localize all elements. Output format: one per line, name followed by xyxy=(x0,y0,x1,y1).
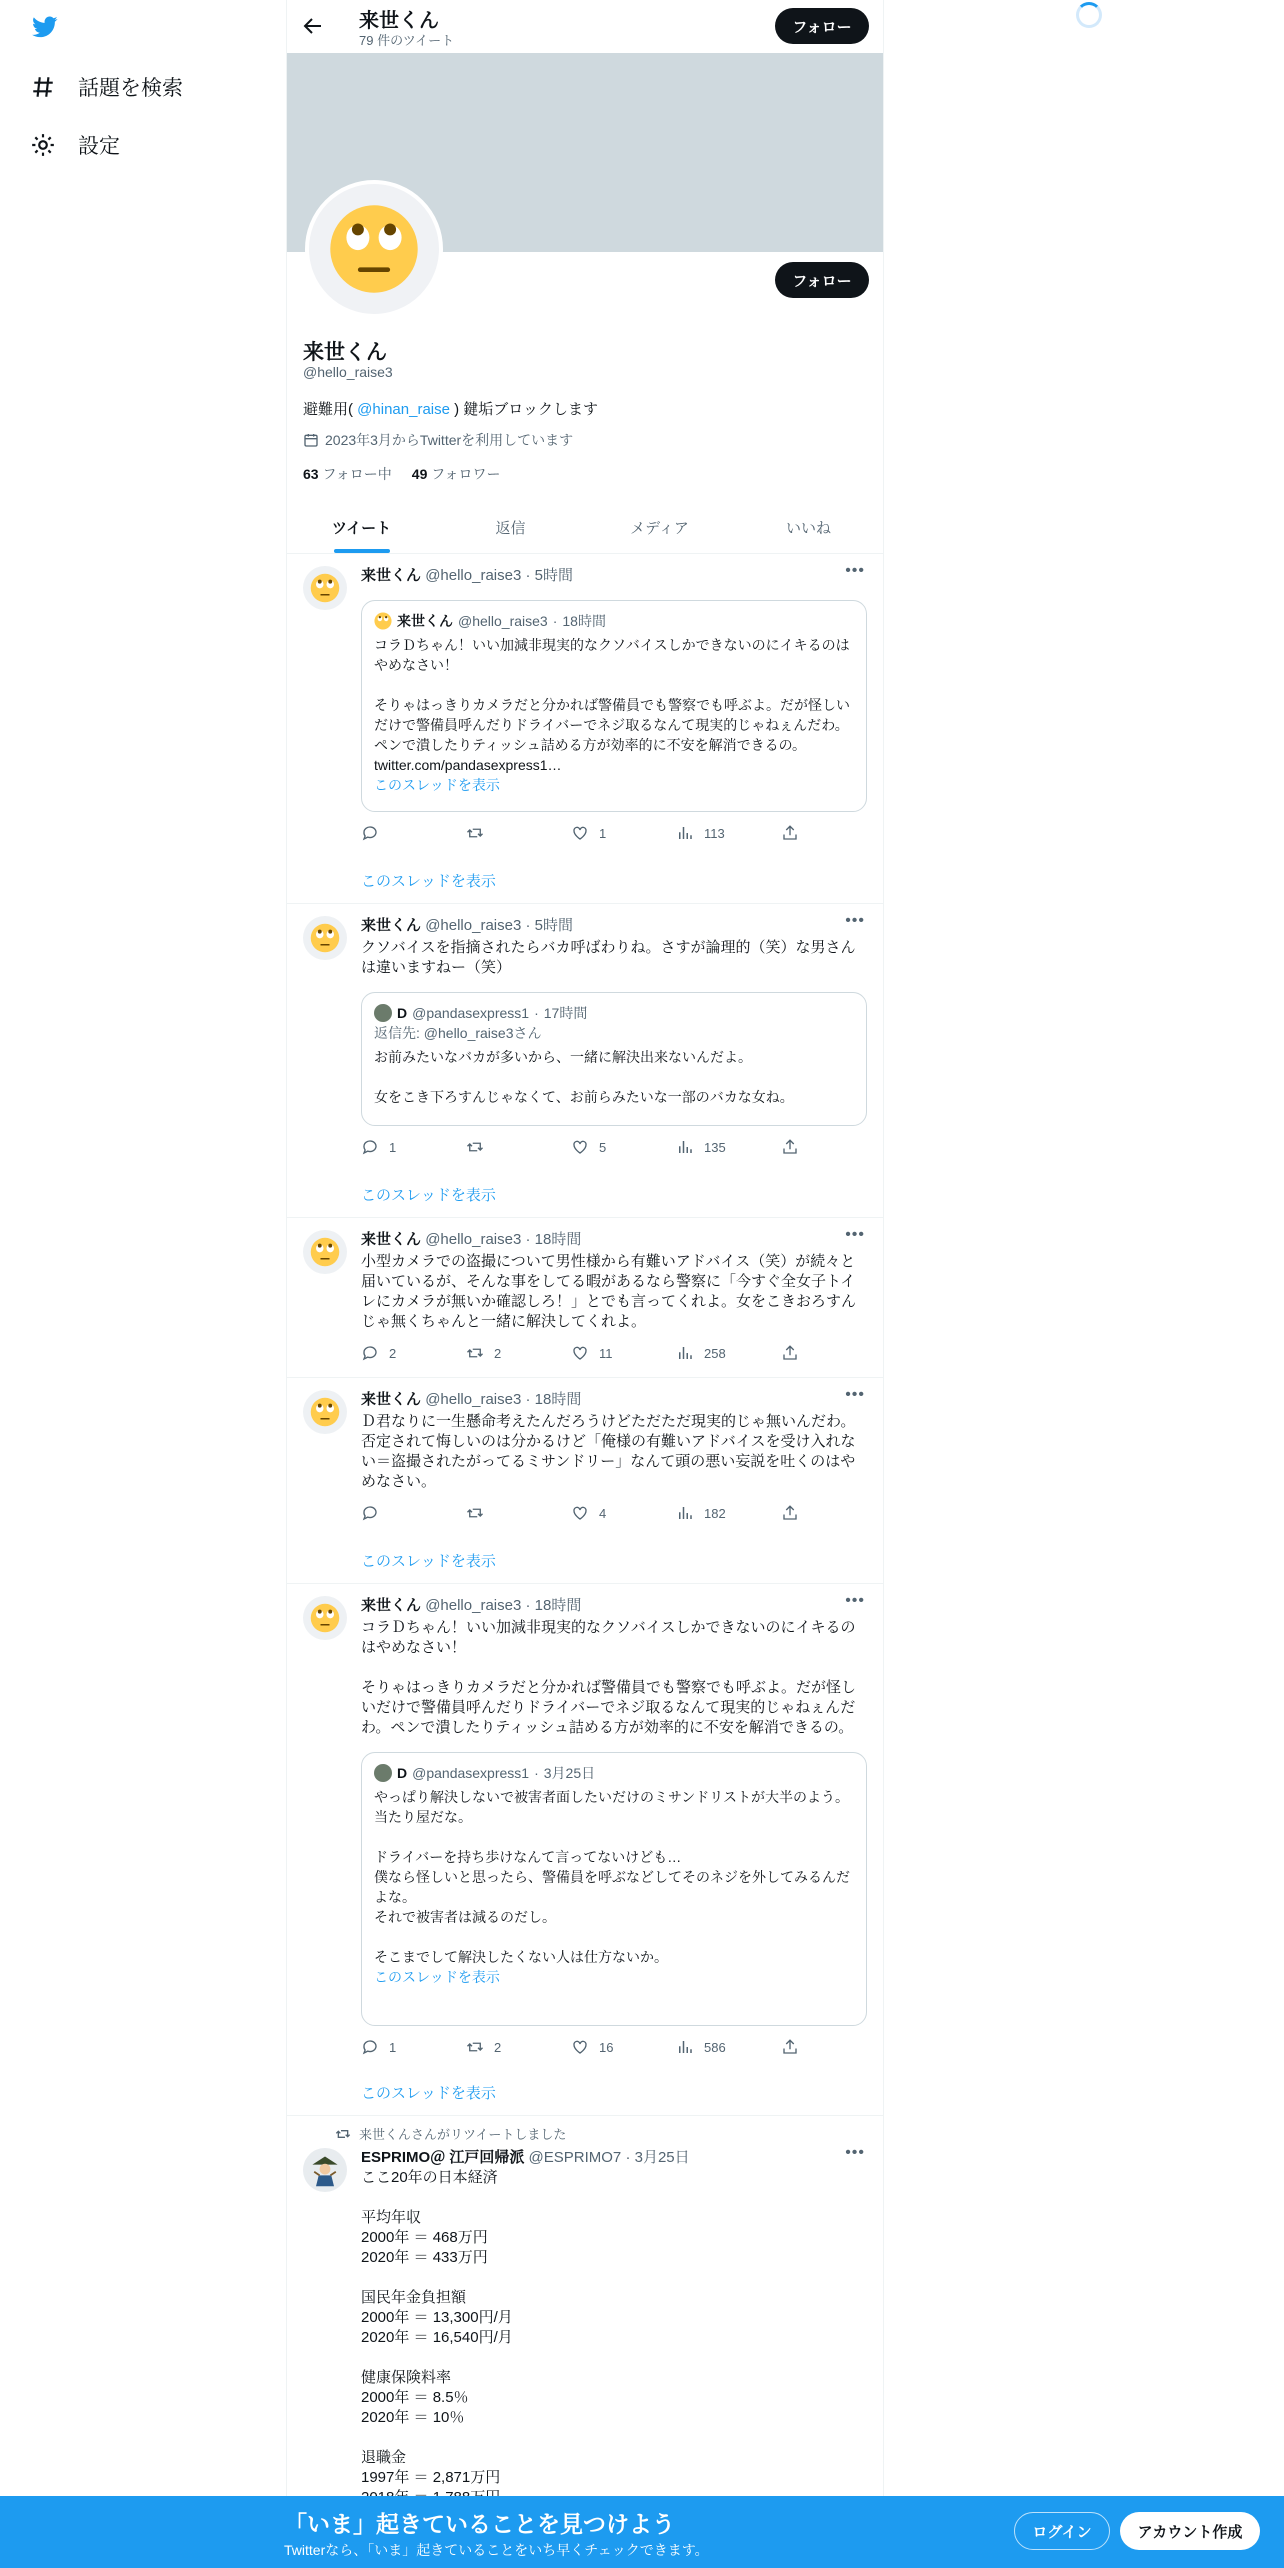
tweet-header: 来世くん @hello_raise3 · 5時間 xyxy=(361,917,573,934)
signup-banner xyxy=(0,2496,1284,2568)
nav-settings[interactable] xyxy=(30,130,120,160)
retweet-label: 来世くんさんがリツイートしました xyxy=(335,2124,566,2143)
profile-joined: 2023年3月からTwitterを利用しています xyxy=(303,430,573,450)
eye-roll-emoji-icon xyxy=(310,923,340,953)
eye-roll-emoji-icon xyxy=(328,203,420,295)
quoted-tweet-text: コラＤちゃん！いい加減非現実的なクソバイスしかできないのにイキるのはやめなさい！ そりゃはっきりカメラだと分かれば警備員でも警察でも呼ぶよ。だが怪しいだけで警備員呼んだりドライバーでネジ取るなんて現実的じゃねぇんだわ。ペンで潰したりティッシュ詰める方が効率的に不安を解消できるの。 twitter.com/pandasexpress1… xyxy=(374,637,850,773)
like-button[interactable]: 5 xyxy=(571,1138,661,1156)
reply-icon xyxy=(361,1504,379,1522)
back-arrow-icon[interactable] xyxy=(301,14,325,38)
tweet-text: クソバイスを指摘されたらバカ呼ばわりね。さすが論理的（笑）な男さんは違いますねー（笑） xyxy=(361,939,856,976)
header-follow-button[interactable]: フォロー xyxy=(775,8,869,44)
share-button[interactable] xyxy=(781,1138,801,1156)
eye-roll-emoji-icon xyxy=(310,1603,340,1633)
profile-avatar[interactable] xyxy=(305,180,443,318)
reply-icon xyxy=(361,2038,379,2056)
samurai-avatar-icon xyxy=(307,2152,343,2188)
quote-thread-link[interactable]: このスレッドを表示 xyxy=(374,777,500,793)
nav-explore-label: 話題を検索 xyxy=(78,77,183,100)
show-thread-link[interactable]: このスレッドを表示 xyxy=(361,2085,496,2102)
reply-button[interactable] xyxy=(361,1504,451,1522)
more-icon[interactable]: ••• xyxy=(845,1226,865,1243)
tweet[interactable] xyxy=(287,904,883,1218)
retweet-button[interactable]: 2 xyxy=(466,1344,556,1362)
heart-icon xyxy=(571,1504,589,1522)
profile-follow-stats xyxy=(303,464,501,484)
tab-tweets[interactable]: ツイート xyxy=(287,502,436,553)
avatar xyxy=(374,1004,392,1022)
tweet-actions xyxy=(361,1504,801,1522)
tweet[interactable] xyxy=(287,1218,883,1378)
reply-button[interactable]: 1 xyxy=(361,2038,451,2056)
profile-tabs xyxy=(287,502,883,554)
heart-icon xyxy=(571,1138,589,1156)
tweet-actions xyxy=(361,1344,801,1362)
share-button[interactable] xyxy=(781,1344,801,1362)
retweet-button[interactable] xyxy=(466,824,556,842)
tweet[interactable] xyxy=(287,554,883,904)
nav-explore[interactable] xyxy=(30,72,183,102)
avatar[interactable] xyxy=(303,1596,347,1640)
tweet[interactable] xyxy=(287,1584,883,2116)
share-button[interactable] xyxy=(781,1504,801,1522)
reply-icon xyxy=(361,1138,379,1156)
like-button[interactable]: 16 xyxy=(571,2038,661,2056)
signup-button[interactable]: アカウント作成 xyxy=(1120,2512,1260,2550)
gear-icon xyxy=(30,132,56,158)
eye-roll-emoji-icon xyxy=(374,612,392,630)
reply-button[interactable]: 2 xyxy=(361,1344,451,1362)
more-icon[interactable]: ••• xyxy=(845,1592,865,1609)
tweet-text: コラＤちゃん！いい加減非現実的なクソバイスしかできないのにイキるのはやめなさい！ そりゃはっきりカメラだと分かれば警備員でも警察でも呼ぶよ。だが怪しいだけで警備員呼んだりドライバーでネジ取るなんて現実的じゃねぇんだわ。ペンで潰したりティッシュ詰める方が効率的に不安を解消できるの。 xyxy=(361,1619,857,1736)
profile-handle: @hello_raise3 xyxy=(303,364,393,380)
avatar[interactable] xyxy=(303,916,347,960)
eye-roll-emoji-icon xyxy=(310,1397,340,1427)
chart-icon xyxy=(676,1138,694,1156)
tweet-actions xyxy=(361,1138,801,1156)
tweet-header: ESPRIMO＠ 江戸回帰派 @ESPRIMO7 · 3月25日 xyxy=(361,2149,690,2166)
tweet-header: 来世くん @hello_raise3 · 18時間 xyxy=(361,1597,582,1614)
heart-icon xyxy=(571,2038,589,2056)
eye-roll-emoji-icon xyxy=(310,1237,340,1267)
tweet-actions xyxy=(361,824,801,842)
avatar xyxy=(374,1764,392,1782)
share-icon xyxy=(781,1504,799,1522)
profile-follow-button[interactable]: フォロー xyxy=(775,262,869,298)
reply-button[interactable] xyxy=(361,824,451,842)
profile-bio: 避難用( @hinan_raise ) 鍵垢ブロックします xyxy=(303,401,599,418)
retweet-button[interactable] xyxy=(466,1138,556,1156)
tweet-header: 来世くん @hello_raise3 · 18時間 xyxy=(361,1391,582,1408)
share-icon xyxy=(781,824,799,842)
heart-icon xyxy=(571,824,589,842)
tweet-actions xyxy=(361,2038,801,2056)
avatar[interactable] xyxy=(303,1390,347,1434)
tab-media[interactable]: メディア xyxy=(630,520,689,537)
more-icon[interactable]: ••• xyxy=(845,562,865,579)
header-name: 来世くん xyxy=(359,10,439,32)
more-icon[interactable]: ••• xyxy=(845,2144,865,2161)
views-button[interactable]: 135 xyxy=(676,1138,766,1156)
quoted-tweet[interactable]: 来世くん @hello_raise3 · 18時間 コラＤちゃん！いい加減非現実的なクソバイスしかできないのにイキるのはやめなさい！ そりゃはっきりカメラだと分かれば警備員でも警察でも呼ぶよ。だが怪しいだけで警備員呼んだりドライバーでネジ取るなんて現実的じゃねぇんだわ。ペンで潰したりティッシュ詰める方が効率的に不安を解消できるの。 twitter.com/pandasexpress1… このスレッドを表示 xyxy=(361,600,867,812)
show-thread-link[interactable]: このスレッドを表示 xyxy=(361,1553,496,1570)
bio-link[interactable]: @hinan_raise xyxy=(357,401,450,418)
signup-banner-title: 「いま」起きていることを見つけよう xyxy=(284,2511,675,2537)
profile-header-bar xyxy=(287,0,883,53)
show-thread-link[interactable]: このスレッドを表示 xyxy=(361,1187,496,1204)
chart-icon xyxy=(676,824,694,842)
signup-banner-subtitle: Twitterなら、「いま」起きていることをいち早くチェックできます。 xyxy=(284,2542,709,2558)
reply-icon xyxy=(361,1344,379,1362)
retweet-icon xyxy=(466,1504,484,1522)
twitter-logo-icon[interactable] xyxy=(30,14,60,40)
quoted-tweet[interactable]: D @pandasexpress1 · 17時間 返信先: @hello_raise3さん お前みたいなバカが多いから、一緒に解決出来ないんだよ。 女をこき下ろすんじゃなくて、お前らみたいな一部のバカな女ね。 xyxy=(361,992,867,1126)
retweet-button[interactable] xyxy=(466,1504,556,1522)
like-button[interactable]: 1 xyxy=(571,824,661,842)
quoted-tweet-text: お前みたいなバカが多いから、一緒に解決出来ないんだよ。 女をこき下ろすんじゃなくて、お前らみたいな一部のバカな女ね。 xyxy=(374,1049,794,1105)
more-icon[interactable]: ••• xyxy=(845,1386,865,1403)
reply-to-label: 返信先: @hello_raise3さん xyxy=(374,1025,542,1041)
hashtag-icon xyxy=(30,74,56,100)
eye-roll-emoji-icon xyxy=(310,573,340,603)
like-button[interactable]: 11 xyxy=(571,1344,661,1362)
chart-icon xyxy=(676,1504,694,1522)
share-icon xyxy=(781,2038,799,2056)
avatar[interactable] xyxy=(303,2148,347,2192)
followers-link[interactable]: 49 フォロワー xyxy=(411,466,501,482)
show-thread-link[interactable]: このスレッドを表示 xyxy=(361,873,496,890)
quote-thread-link[interactable]: このスレッドを表示 xyxy=(374,1969,500,1985)
views-button[interactable]: 258 xyxy=(676,1344,766,1362)
share-button[interactable] xyxy=(781,2038,801,2056)
retweet-icon xyxy=(466,1138,484,1156)
avatar[interactable] xyxy=(303,1230,347,1274)
loading-spinner-icon xyxy=(1076,2,1102,28)
retweet-button[interactable]: 2 xyxy=(466,2038,556,2056)
views-button[interactable]: 586 xyxy=(676,2038,766,2056)
tweet-header: 来世くん @hello_raise3 · 5時間 xyxy=(361,567,573,584)
views-button[interactable]: 182 xyxy=(676,1504,766,1522)
tweet-text: 小型カメラでの盗撮について男性様から有難いアドバイス（笑）が続々と届いているが、そんな事をしてる暇があるなら警察に「今すぐ全女子トイレにカメラが無いか確認しろ！」とでも言ってくれよ。女をこきおろすんじゃ無くちゃんと一緒に解決してくれよ。 xyxy=(361,1253,857,1330)
nav-settings-label: 設定 xyxy=(78,135,120,158)
profile-name: 来世くん xyxy=(303,341,387,364)
quoted-tweet[interactable]: D @pandasexpress1 · 3月25日 やっぱり解決しないで被害者面したいだけのミサンドリストが大半のよう。 当たり屋だな。 ドライバーを持ち歩けなんて言ってないけども… 僕なら怪しいと思ったら、警備員を呼ぶなどしてそのネジを外してみるんだよな。 それで被害者は減るのだし。 そこまでして解決したくない人は仕方ないか。 このスレッドを表示 xyxy=(361,1752,867,2026)
following-link[interactable]: 63 フォロー中 xyxy=(303,466,392,482)
tweet-text: ここ20年の日本経済 平均年収 2000年 ＝ 468万円 2020年 ＝ 433万円 国民年金負担額 2000年 ＝ 13,300円/月 2020年 ＝ 16,540円/月 健康保険料率 2000年 ＝ 8.5％ 2020年 ＝ 10％ 退職金 1997年 ＝ 2,871万円 xyxy=(361,2169,513,2486)
login-button[interactable]: ログイン xyxy=(1014,2512,1110,2550)
retweet-icon xyxy=(466,824,484,842)
share-icon xyxy=(781,1138,799,1156)
tab-replies[interactable]: 返信 xyxy=(495,520,526,537)
profile-column xyxy=(286,0,884,2568)
reply-button[interactable]: 1 xyxy=(361,1138,451,1156)
more-icon[interactable]: ••• xyxy=(845,912,865,929)
calendar-icon xyxy=(303,432,319,448)
tweet-header: 来世くん @hello_raise3 · 18時間 xyxy=(361,1231,582,1248)
tweet-text: Ｄ君なりに一生懸命考えたんだろうけどただただ現実的じゃ無いんだわ。否定されて悔しいのは分かるけど「俺様の有難いアドバイスを受け入れない＝盗撮されたがってるミサンドリー」なんて頭の悪い妄説を吐くのはやめなさい。 xyxy=(361,1413,856,1490)
tweet[interactable] xyxy=(287,1378,883,1584)
like-button[interactable]: 4 xyxy=(571,1504,661,1522)
share-button[interactable] xyxy=(781,824,801,842)
quoted-tweet-text: やっぱり解決しないで被害者面したいだけのミサンドリストが大半のよう。 当たり屋だな。 ドライバーを持ち歩けなんて言ってないけども… 僕なら怪しいと思ったら、警備員を呼ぶなどしてそのネジを外してみるんだよな。 それで被害者は減るのだし。 そこまでして解決したくない人は仕方ないか。 xyxy=(374,1789,850,1965)
chart-icon xyxy=(676,2038,694,2056)
share-icon xyxy=(781,1344,799,1362)
retweet-icon xyxy=(466,1344,484,1362)
chart-icon xyxy=(676,1344,694,1362)
retweet-icon xyxy=(335,2126,351,2142)
views-button[interactable]: 113 xyxy=(676,824,766,842)
header-tweet-count: 79 件のツイート xyxy=(359,33,455,48)
tab-likes[interactable]: いいね xyxy=(785,520,831,537)
avatar[interactable] xyxy=(303,566,347,610)
heart-icon xyxy=(571,1344,589,1362)
reply-icon xyxy=(361,824,379,842)
retweet-icon xyxy=(466,2038,484,2056)
